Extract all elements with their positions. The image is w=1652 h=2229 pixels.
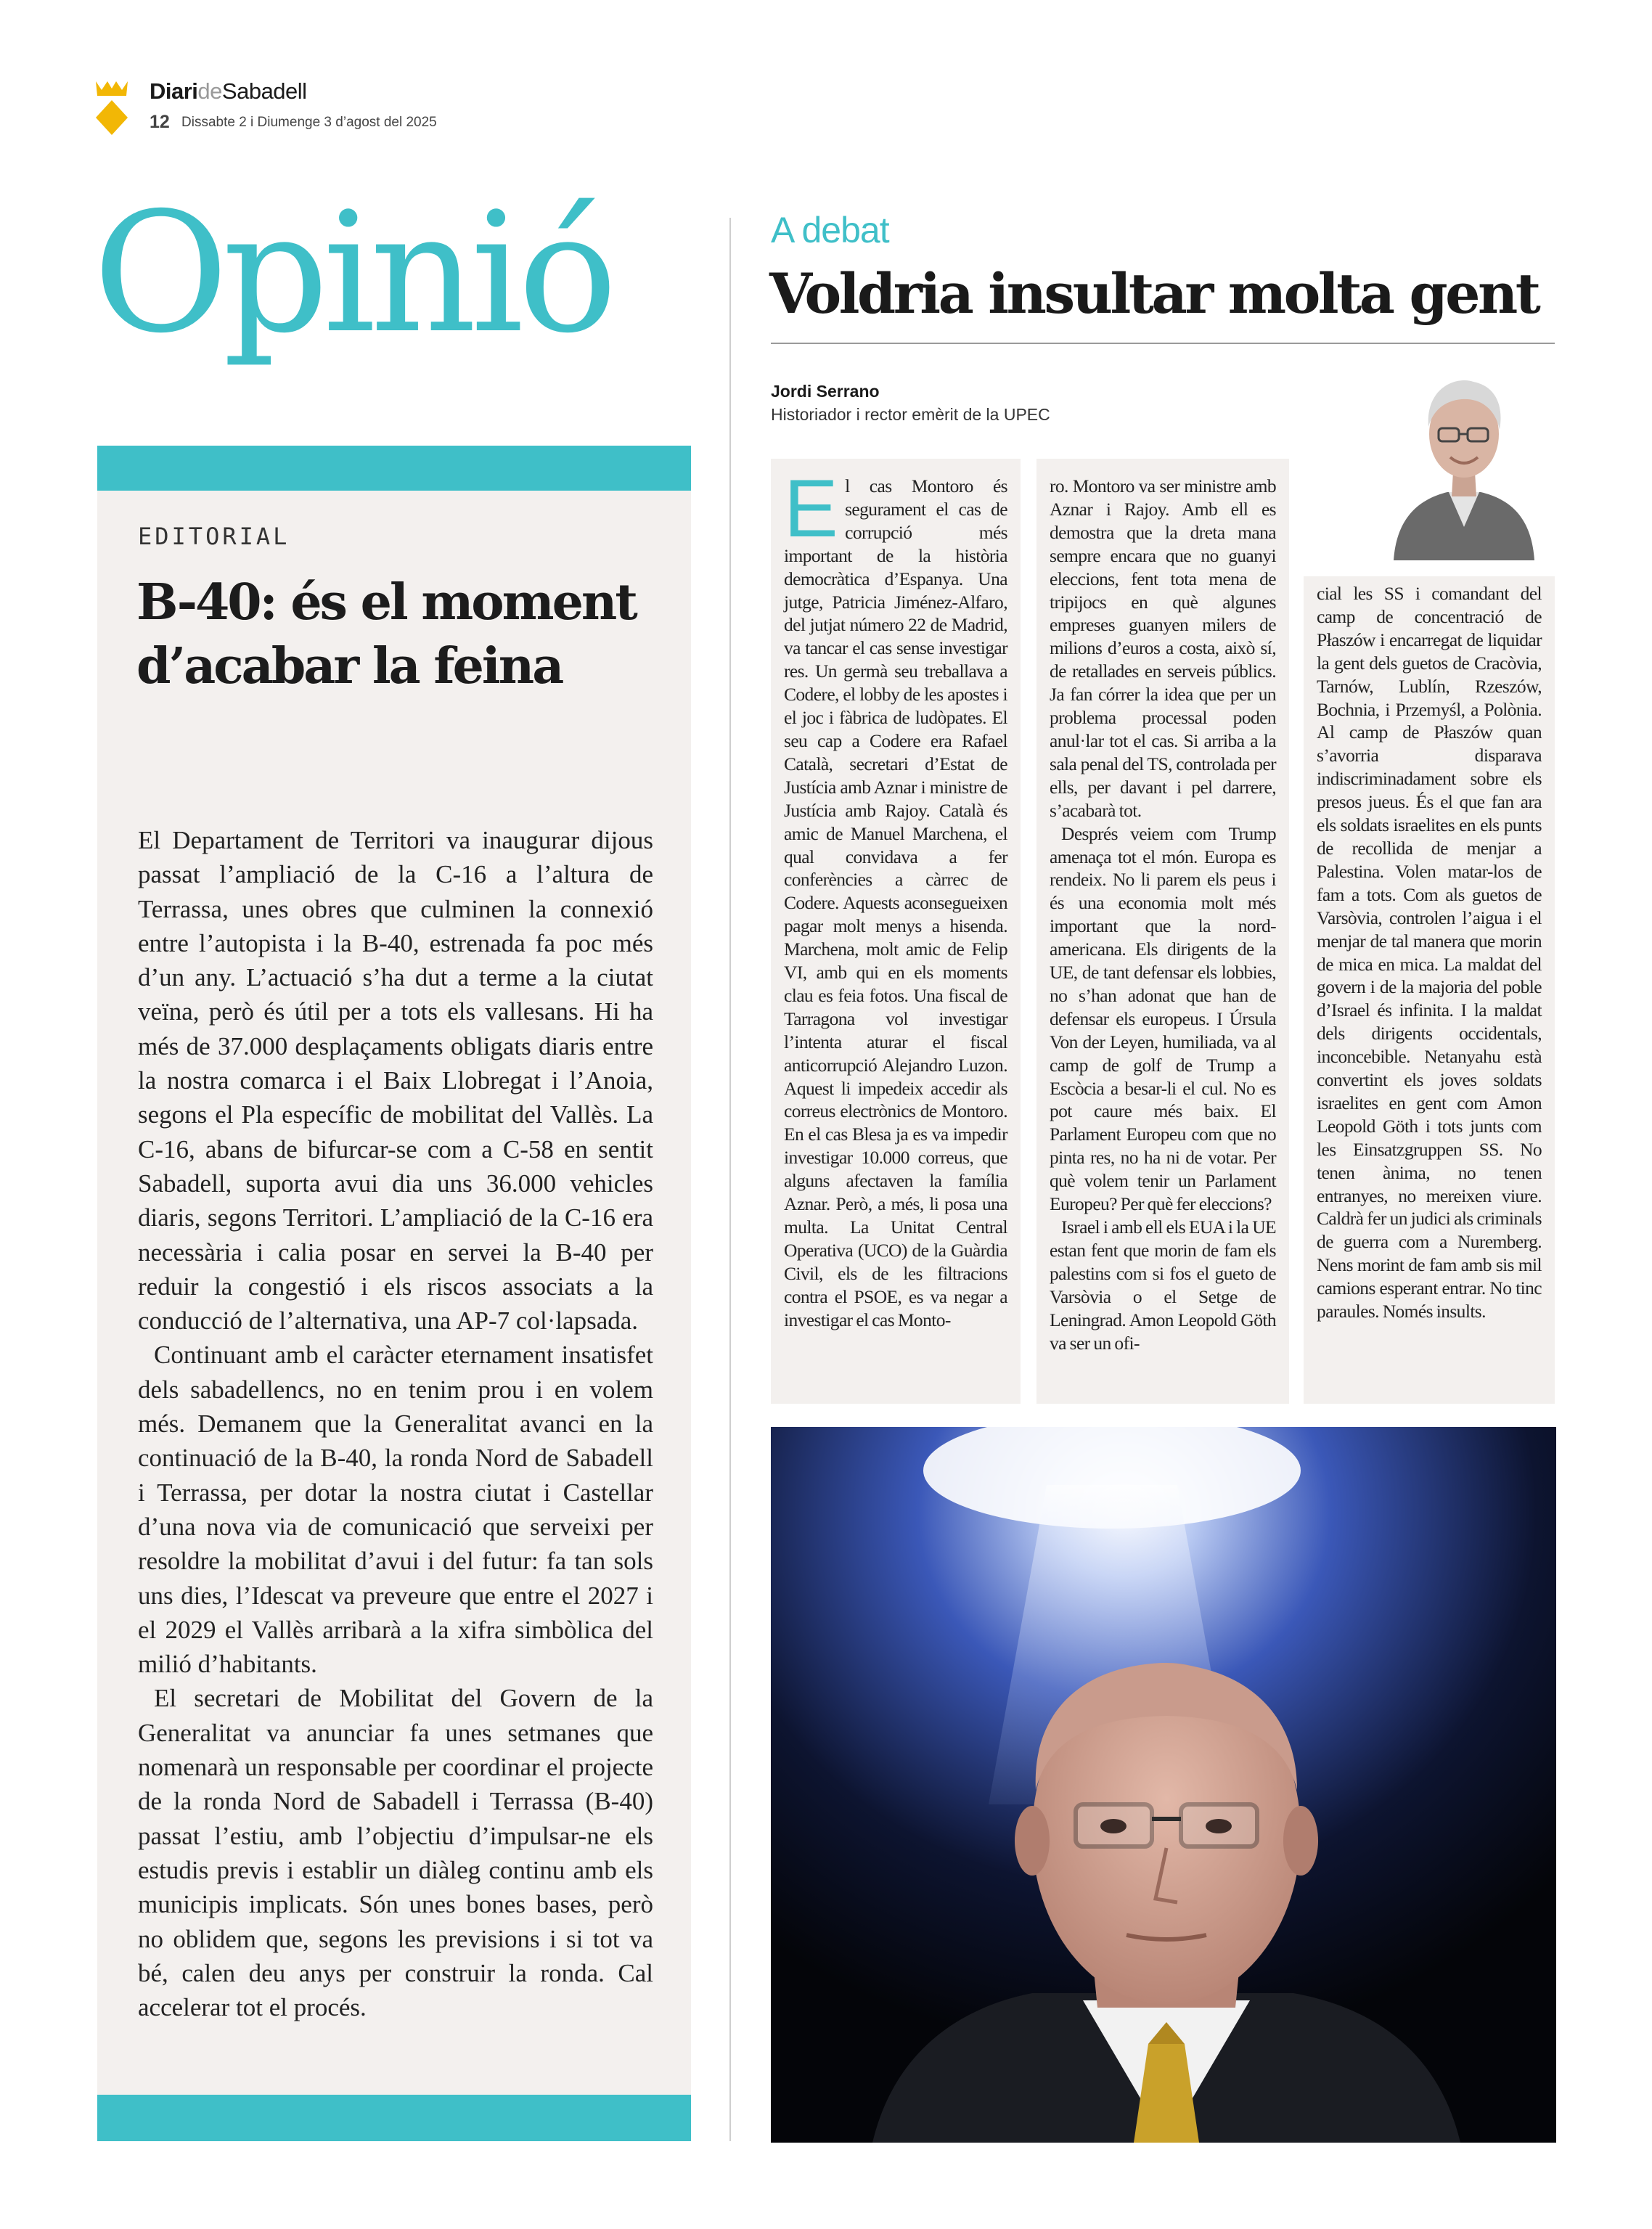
column-paragraph: ro. Montoro va ser ministre amb Aznar i Rajoy. Amb ell es demostra que la dreta mana sempre encara que no guanyi eleccions, fent tota mena de tripijocs en què algunes empreses guanyen milers de milions d’euros a costa, això sí, de retallades en serveis públics. Ja fan córrer la idea que per un problema processal poden anul·lar tot el cas. Si arriba a la sala penal del TS, controlada per ells, per davant i pel darrere, s’acabarà tot. <box>1050 475 1276 821</box>
page-number: 12 <box>150 112 170 132</box>
editorial-paragraph: El Departament de Territori va inaugurar dijous passat l’ampliació de la C-16 a l’altura de Terrassa, unes obres que culminen la connexió entre l’autopista i la B-40, estrenada fa poc més d’un any. L’actuació s’ha dut a terme a la ciutat veïna, però és útil per a tots els vallesans. Hi ha més de 37.000 desplaçaments obligats diaris entre la nostra comarca i el Baix Llobregat i l’Anoia, segons el Pla específic de mobilitat del Vallès. La C-16, abans de bifurcar-se com a C-58 en sentit Sabadell, suporta avui dia uns 36.000 vehicles diaris, segons Territori. L’ampliació de la C-16 era necessària i calia posar en servei la B-40 per reduir la congestió i els riscos associats a la conducció de l’alternativa, una AP-7 col·lapsada. <box>138 826 653 1336</box>
city-shield-icon <box>94 80 129 135</box>
column-paragraph: cial les SS i comandant del camp de concentració de Płaszów i encarregat de liquidar la gent dels guetos de Cracòvia, Tarnów, Lublín, Rzeszów, Bochnia, i Przemyśl, a Polònia. Al camp de Płaszów quan s’avorria disparava indiscriminadament sobre els presos jueus. És el que fan ara els soldats israelites en els punts de recollida de menjar a Palestina. Volen matar-los de fam a tots. Com als guetos de Varsòvia, controlen l’aigua i el menjar de tal manera que morin de mica en mica. La maldat del govern i de la majoria del poble d’Israel és infinita. I la maldat dels dirigents occidentals, inconcebible. Netanyahu està convertint els joves soldats israelites en gent com Amon Leopold Göth i tots junts com les Einsatzgruppen SS. No tenen ànima, no tenen entranyes, no mereixen viure. Caldrà fer un judici als criminals de guerra com a Nuremberg. Nens morint de fam amb sis mil camions esperant entrar. No tinc paraules. Només insults. <box>1317 583 1542 1322</box>
editorial-body <box>138 823 653 2024</box>
issue-date: Dissabte 2 i Diumenge 3 d’agost del 2025 <box>181 115 437 130</box>
column-kicker: A debat <box>771 210 889 250</box>
editorial-box <box>97 446 691 2141</box>
headline-rule <box>771 343 1555 344</box>
author-role: Historiador i rector emèrit de la UPEC <box>771 405 1050 424</box>
brand-light: de <box>197 78 222 104</box>
author-name: Jordi Serrano <box>771 382 880 401</box>
section-title: Opinió <box>93 176 612 369</box>
column-text-1 <box>771 459 1021 1404</box>
brand-bold: Diari <box>150 78 198 104</box>
column-text-2 <box>1036 459 1289 1404</box>
editorial-paragraph: Continuant amb el caràcter eternament insatisfet dels sabadellencs, no en tenim prou i en volem més. Demanem que la Generalitat avanci en la continuació de la B-40, la ronda Nord de Sabadell i Terrassa, per dotar la nostra ciutat i Castellar d’una nova via de comunicació que serveixi per resoldre la mobilitat d’avui i del futur: fa tan sols uns dies, l’Idescat va preveure que entre el 2027 i el 2029 el Vallès arribarà a la xifra simbòlica del milió d’habitants. <box>138 1341 653 1679</box>
editorial-top-bar <box>97 446 691 491</box>
editorial-label: EDITORIAL <box>138 523 290 550</box>
masthead-logo[interactable] <box>150 78 307 105</box>
column-paragraph: Després veiem com Trump amenaça tot el món. Europa es rendeix. No li parem els peus i és una economia molt més important que la nord-americana. Els dirigents de la UE, de tant defensar els lobbies, no s’han adonat que han de defensar els europeus. I Úrsula Von der Leyen, humiliada, va al camp de golf de Trump a Escòcia a besar-li el cul. No es pot caure més baix. El Parlament Europeu com que no pinta res, no ha ni de votar. Per què volem tenir un Parlament Europeu? Per què fer eleccions? <box>1050 822 1276 1215</box>
dropcap: E <box>784 463 838 554</box>
column-divider <box>729 218 731 2141</box>
column-text-3 <box>1304 576 1555 1404</box>
editorial-bottom-bar <box>97 2095 691 2141</box>
brand-city: Sabadell <box>221 78 307 104</box>
author-portrait <box>1386 363 1542 560</box>
column-paragraph: l cas Montoro és segurament el cas de corrupció més important de la història democràtica d’Espanya. Una jutge, Patricia Jiménez-Alfaro, del jutjat número 22 de Madrid, va tancar el cas sense investigar res. Un germà seu treballava a Codere, el lobby de les apostes i el joc i fàbrica de ludòpates. El seu cap a Codere era Rafael Català, secretari d’Estat de Justícia amb Aznar i ministre de Justícia amb Rajoy. Català és amic de Manuel Marchena, el qual convidava a fer conferències a càrrec de Codere. Aquests aconsegueixen pagar molt menys a hisenda. Marchena, molt amic de Felip VI, amb qui en els moments clau es feia fotos. Una fiscal de Tarragona vol investigar l’intenta aturar el fiscal anticorrupció Alejandro Luzon. Aquest li impedeix accedir als correus electrònics de Montoro. En el cas Blesa ja es va impedir investigar 10.000 correus, que alguns afectaven la família Aznar. Però, a més, li posa una multa. La Unitat Central Operativa (UCO) de la Guàrdia Civil, els de les filtracions contra el PSOE, es va negar a investigar el cas Monto- <box>784 475 1007 1330</box>
editorial-paragraph: El secretari de Mobilitat del Govern de la Generalitat va anunciar fa unes setmanes que nomenarà un responsable per coordinar el projecte de la ronda Nord de Sabadell i Terrassa (B-40) passat l’estiu, amb l’objectiu d’impulsar-ne els estudis previs i establir un diàleg continu amb els municipis implicats. Són unes bones bases, però no oblidem que, segons les previsions i si tot va bé, calen deu anys per construir la ronda. Cal accelerar tot el procés. <box>138 1684 653 2022</box>
column-headline: Voldria insultar molta gent <box>769 261 1539 326</box>
main-photo <box>771 1427 1556 2143</box>
column-paragraph: Israel i amb ell els EUA i la UE estan fent que morin de fam els palestins com si fos el gueto de Varsòvia o el Setge de Leningrad. Amon Leopold Göth va ser un ofi- <box>1050 1216 1276 1354</box>
editorial-headline: B-40: és el moment d’acabar la feina <box>136 573 636 695</box>
